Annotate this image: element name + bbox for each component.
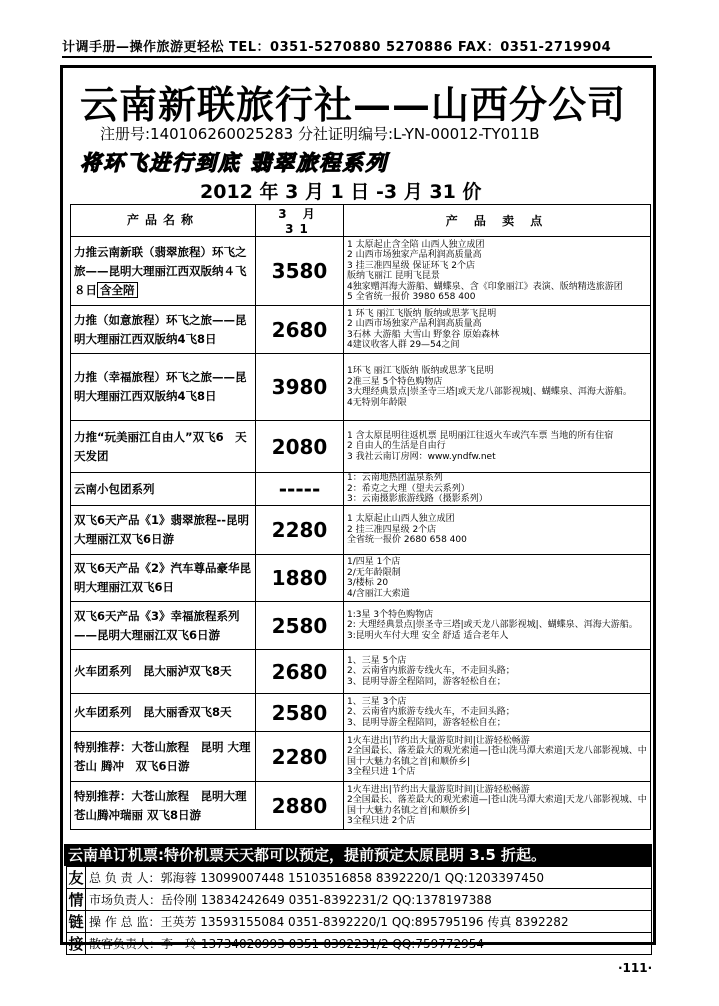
product-price: 3580: [256, 237, 344, 306]
registration-line: 注册号:140106260025283 分社证明编号:L-YN-00012-TY011B: [100, 125, 540, 143]
product-selling-points: 1火车进出|节约出大量游览时间|让游轻松畅游 2全国最长、落差最大的观光索道—|苍山洗马潭大索道|天龙八部影视城、中国十大魅力名镇之首|和顺侨乡| 3全程只进 2个店: [344, 782, 651, 830]
product-selling-points: 1、三星 5个店 2、云南省内旅游专线火车，不走回头路； 3、昆明导游全程陪同，游客轻松自在；: [344, 650, 651, 694]
product-price: 2880: [256, 782, 344, 830]
product-name: 力推“玩美丽江自由人”双飞6 天天发团: [74, 429, 247, 463]
product-name-cell: [71, 782, 256, 830]
table-row: [71, 421, 651, 473]
contact-row: [67, 889, 652, 911]
product-table: [70, 204, 651, 830]
product-name-cell: [71, 694, 256, 732]
contact-side-char: 情: [67, 889, 86, 911]
table-row: [71, 237, 651, 306]
product-selling-points: 1环飞 丽江飞版纳 版纳或思茅飞昆明 2准三星 5个特色购物店 3大理经典景点|崇圣寺三塔|或天龙八部影视城|、蝴蝶泉、洱海大游船。 4无特别年龄限: [344, 354, 651, 421]
product-name-cell: [71, 732, 256, 782]
header-product-name: 产品名称: [71, 205, 256, 237]
contact-table: [66, 866, 652, 955]
product-selling-points: 1、三星 3个店 2、云南省内旅游专线火车，不走回头路； 3、昆明导游全程陪同，游客轻松自在；: [344, 694, 651, 732]
product-selling-points: 1 环飞 丽江飞版纳 版纳或思茅飞昆明 2 山西市场独家产品利润高质量高 3石林 大游船 大雪山 野象谷 原始森林 4建议收客人群 29—54之间: [344, 306, 651, 354]
product-name-cell: [71, 506, 256, 555]
product-name-cell: [71, 354, 256, 421]
product-name: 力推云南新联（翡翠旅程）环飞之旅——昆明大理丽江西双版纳４飞８日: [74, 244, 247, 297]
table-row: [71, 602, 651, 650]
product-price: 2280: [256, 506, 344, 555]
product-name: 特别推荐：大苍山旅程 昆明大理苍山腾冲瑞丽 双飞8日游: [74, 788, 247, 822]
product-price: 2280: [256, 732, 344, 782]
slogan: 将环飞进行到底 翡翠旅程系列: [80, 151, 389, 175]
contact-side-char: 链: [67, 911, 86, 933]
product-name-cell: [71, 421, 256, 473]
product-selling-points: 1：云南地热团温泉系列 2：希克之大理（望夫云系列） 3：云南摄影旅游线路（摄影系列）: [344, 473, 651, 506]
contact-info: 市场负责人：岳伶刚 13834242649 0351-8392231/2 QQ:1378197388: [86, 889, 652, 911]
contact-info: 总 负 责 人：郭海蓉 13099007448 15103516858 8392220/1 QQ:1203397450: [86, 867, 652, 889]
table-row: [71, 782, 651, 830]
product-rows: [71, 237, 651, 830]
header-bar: 计调手册—操作旅游更轻松 TEL：0351-5270880 5270886 FAX：0351-2719904: [62, 36, 652, 58]
page-number: ·111·: [618, 961, 653, 975]
product-name: 特别推荐：大苍山旅程 昆明 大理苍山 腾冲 双飞6日游: [74, 739, 251, 773]
contact-row: [67, 911, 652, 933]
price-period: 2012 年 3 月 1 日 -3 月 31 价: [200, 181, 482, 203]
product-selling-points: 1/四星 1个店 2/无年龄限制 3/楼标 20 4/含丽江大索道: [344, 555, 651, 602]
table-row: [71, 473, 651, 506]
product-name: 云南小包团系列: [74, 481, 155, 496]
header-selling-points: 产 品 卖 点: [344, 205, 651, 237]
product-price: -----: [256, 473, 344, 506]
contact-row: [67, 933, 652, 955]
contact-side-char: 接: [67, 933, 86, 955]
contact-info: 散客负责人：李 玲 13734020993 0351-8392231/2 QQ:759772954: [86, 933, 652, 955]
contact-info: 操 作 总 监：王英芳 13593155084 0351-8392220/1 QQ:895795196 传真 8392282: [86, 911, 652, 933]
product-price: 2080: [256, 421, 344, 473]
product-tag: 含全陪: [97, 282, 138, 298]
header-price: 3 月 31: [256, 205, 344, 237]
product-name: 力推（如意旅程）环飞之旅——昆明大理丽江西双版纳4飞8日: [74, 312, 247, 346]
product-name-cell: [71, 650, 256, 694]
product-selling-points: 1:3星 3个特色购物店 2: 大理经典景点|崇圣寺三塔|或天龙八部影视城|、蝴蝶泉、洱海大游船。 3:昆明火车付大理 安全 舒适 适合老年人: [344, 602, 651, 650]
product-name-cell: [71, 555, 256, 602]
table-row: [71, 354, 651, 421]
product-selling-points: 1火车进出|节约出大量游览时间|让游轻松畅游 2全国最长、落差最大的观光索道—|苍山洗马潭大索道|天龙八部影视城、中国十大魅力名镇之首|和顺侨乡| 3全程只进 1个店: [344, 732, 651, 782]
table-header-row: [71, 205, 651, 237]
product-name-cell: [71, 306, 256, 354]
product-selling-points: 1 太原起止山西人独立成团 2 挂三准四星级 2个店 全省统一报价 2680 658 400: [344, 506, 651, 555]
product-price: 3980: [256, 354, 344, 421]
product-price: 1880: [256, 555, 344, 602]
table-row: [71, 694, 651, 732]
product-name: 火车团系列 昆大丽泸双飞8天: [74, 664, 232, 678]
product-name: 双飞6天产品《3》幸福旅程系列——昆明大理丽江双飞6日游: [74, 608, 240, 642]
contact-rows: [67, 867, 652, 955]
product-selling-points: 1 含太原昆明往返机票 昆明丽江往返火车或汽车票 当地的所有住宿 2 自由人的生活是自由行 3 我社云南订房网：www.yndfw.net: [344, 421, 651, 473]
table-row: [71, 306, 651, 354]
product-name-cell: [71, 237, 256, 306]
product-name-cell: [71, 602, 256, 650]
table-row: [71, 650, 651, 694]
table-row: [71, 555, 651, 602]
product-selling-points: 1 太原起止含全陪 山西人独立成团 2 山西市场独家产品利润高质量高 3 挂三准四星级 保证环飞 2个店 版纳飞丽江 昆明飞昆景 4独家赠洱海大游船、蝴蝶泉、含《印象丽江》表演、版纳精选旅游团 5 全省统一报价 3980 658 400: [344, 237, 651, 306]
product-price: 2580: [256, 602, 344, 650]
product-name: 双飞6天产品《1》翡翠旅程--昆明大理丽江双飞6日游: [74, 513, 250, 546]
contact-side-char: 友: [67, 867, 86, 889]
company-name: 云南新联旅行社——山西分公司: [80, 82, 627, 127]
product-price: 2680: [256, 306, 344, 354]
product-name: 双飞6天产品《2》汽车尊品豪华昆明大理丽江双飞6日: [74, 561, 252, 594]
product-name-cell: [71, 473, 256, 506]
table-row: [71, 506, 651, 555]
product-price: 2680: [256, 650, 344, 694]
product-name: 火车团系列 昆大丽香双飞8天: [74, 705, 232, 719]
ticket-banner: 云南单订机票:特价机票天天都可以预定，提前预定太原昆明 3.5 折起。: [64, 844, 652, 866]
product-price: 2580: [256, 694, 344, 732]
contact-row: [67, 867, 652, 889]
table-row: [71, 732, 651, 782]
product-name: 力推（幸福旅程）环飞之旅——昆明大理丽江西双版纳4飞8日: [74, 370, 247, 403]
